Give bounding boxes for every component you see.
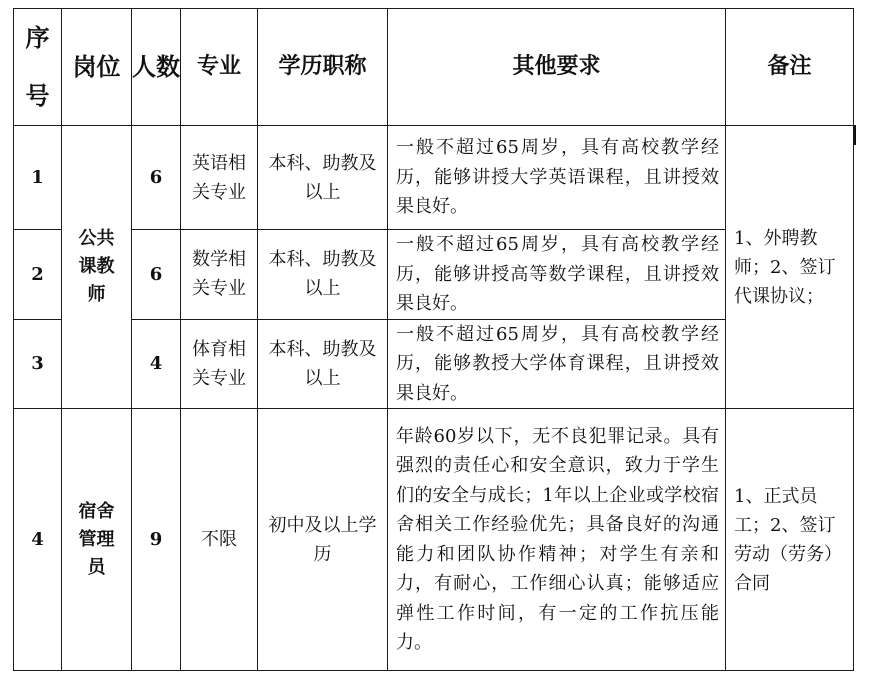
edge-mark: [854, 125, 856, 145]
row-notes: 1、正式员工；2、签订劳动（劳务）合同: [726, 409, 854, 671]
table-row: [14, 126, 854, 230]
table-row: [14, 409, 854, 671]
row-count: 9: [132, 409, 181, 671]
row-post: 宿舍管理员: [62, 409, 132, 671]
header-post: 岗位: [62, 9, 132, 126]
row-count: 6: [132, 126, 181, 230]
row-requirements: 一般不超过65周岁，具有高校教学经历，能够讲授大学英语课程，且讲授效果良好。: [388, 126, 726, 230]
header-major: 专业: [181, 9, 258, 126]
row-major: 英语相关专业: [181, 126, 258, 230]
row-seq: 1: [14, 126, 62, 230]
header-count: 人数: [132, 9, 181, 126]
header-education: 学历职称: [258, 9, 388, 126]
row-seq: 4: [14, 409, 62, 671]
row-education: 本科、助教及以上: [258, 230, 388, 320]
header-row: [14, 9, 854, 126]
row-seq: 2: [14, 230, 62, 320]
row-major: 不限: [181, 409, 258, 671]
header-notes: 备注: [726, 9, 854, 126]
row-requirements: 一般不超过65周岁，具有高校教学经历，能够讲授高等数学课程，且讲授效果良好。: [388, 230, 726, 320]
row-major: 数学相关专业: [181, 230, 258, 320]
row-count: 4: [132, 319, 181, 409]
header-seq: 序号: [14, 9, 62, 126]
recruitment-table: [13, 8, 854, 671]
row-education: 本科、助教及以上: [258, 319, 388, 409]
row-requirements: 年龄60岁以下，无不良犯罪记录。具有强烈的责任心和安全意识，致力于学生们的安全与成长；1年以上企业或学校宿舍相关工作经验优先；具备良好的沟通能力和团队协作精神；对学生有亲和力，有耐心，工作细心认真；能够适应弹性工作时间，有一定的工作抗压能力。: [388, 409, 726, 671]
group-notes-cell: 1、外聘教师；2、签订代课协议；: [726, 126, 854, 409]
row-major: 体育相关专业: [181, 319, 258, 409]
group-post-cell: 公共课教师: [62, 126, 132, 409]
row-education: 本科、助教及以上: [258, 126, 388, 230]
header-other-requirements: 其他要求: [388, 9, 726, 126]
row-education: 初中及以上学历: [258, 409, 388, 671]
row-requirements: 一般不超过65周岁，具有高校教学经历，能够教授大学体育课程，且讲授效果良好。: [388, 319, 726, 409]
row-seq: 3: [14, 319, 62, 409]
row-count: 6: [132, 230, 181, 320]
